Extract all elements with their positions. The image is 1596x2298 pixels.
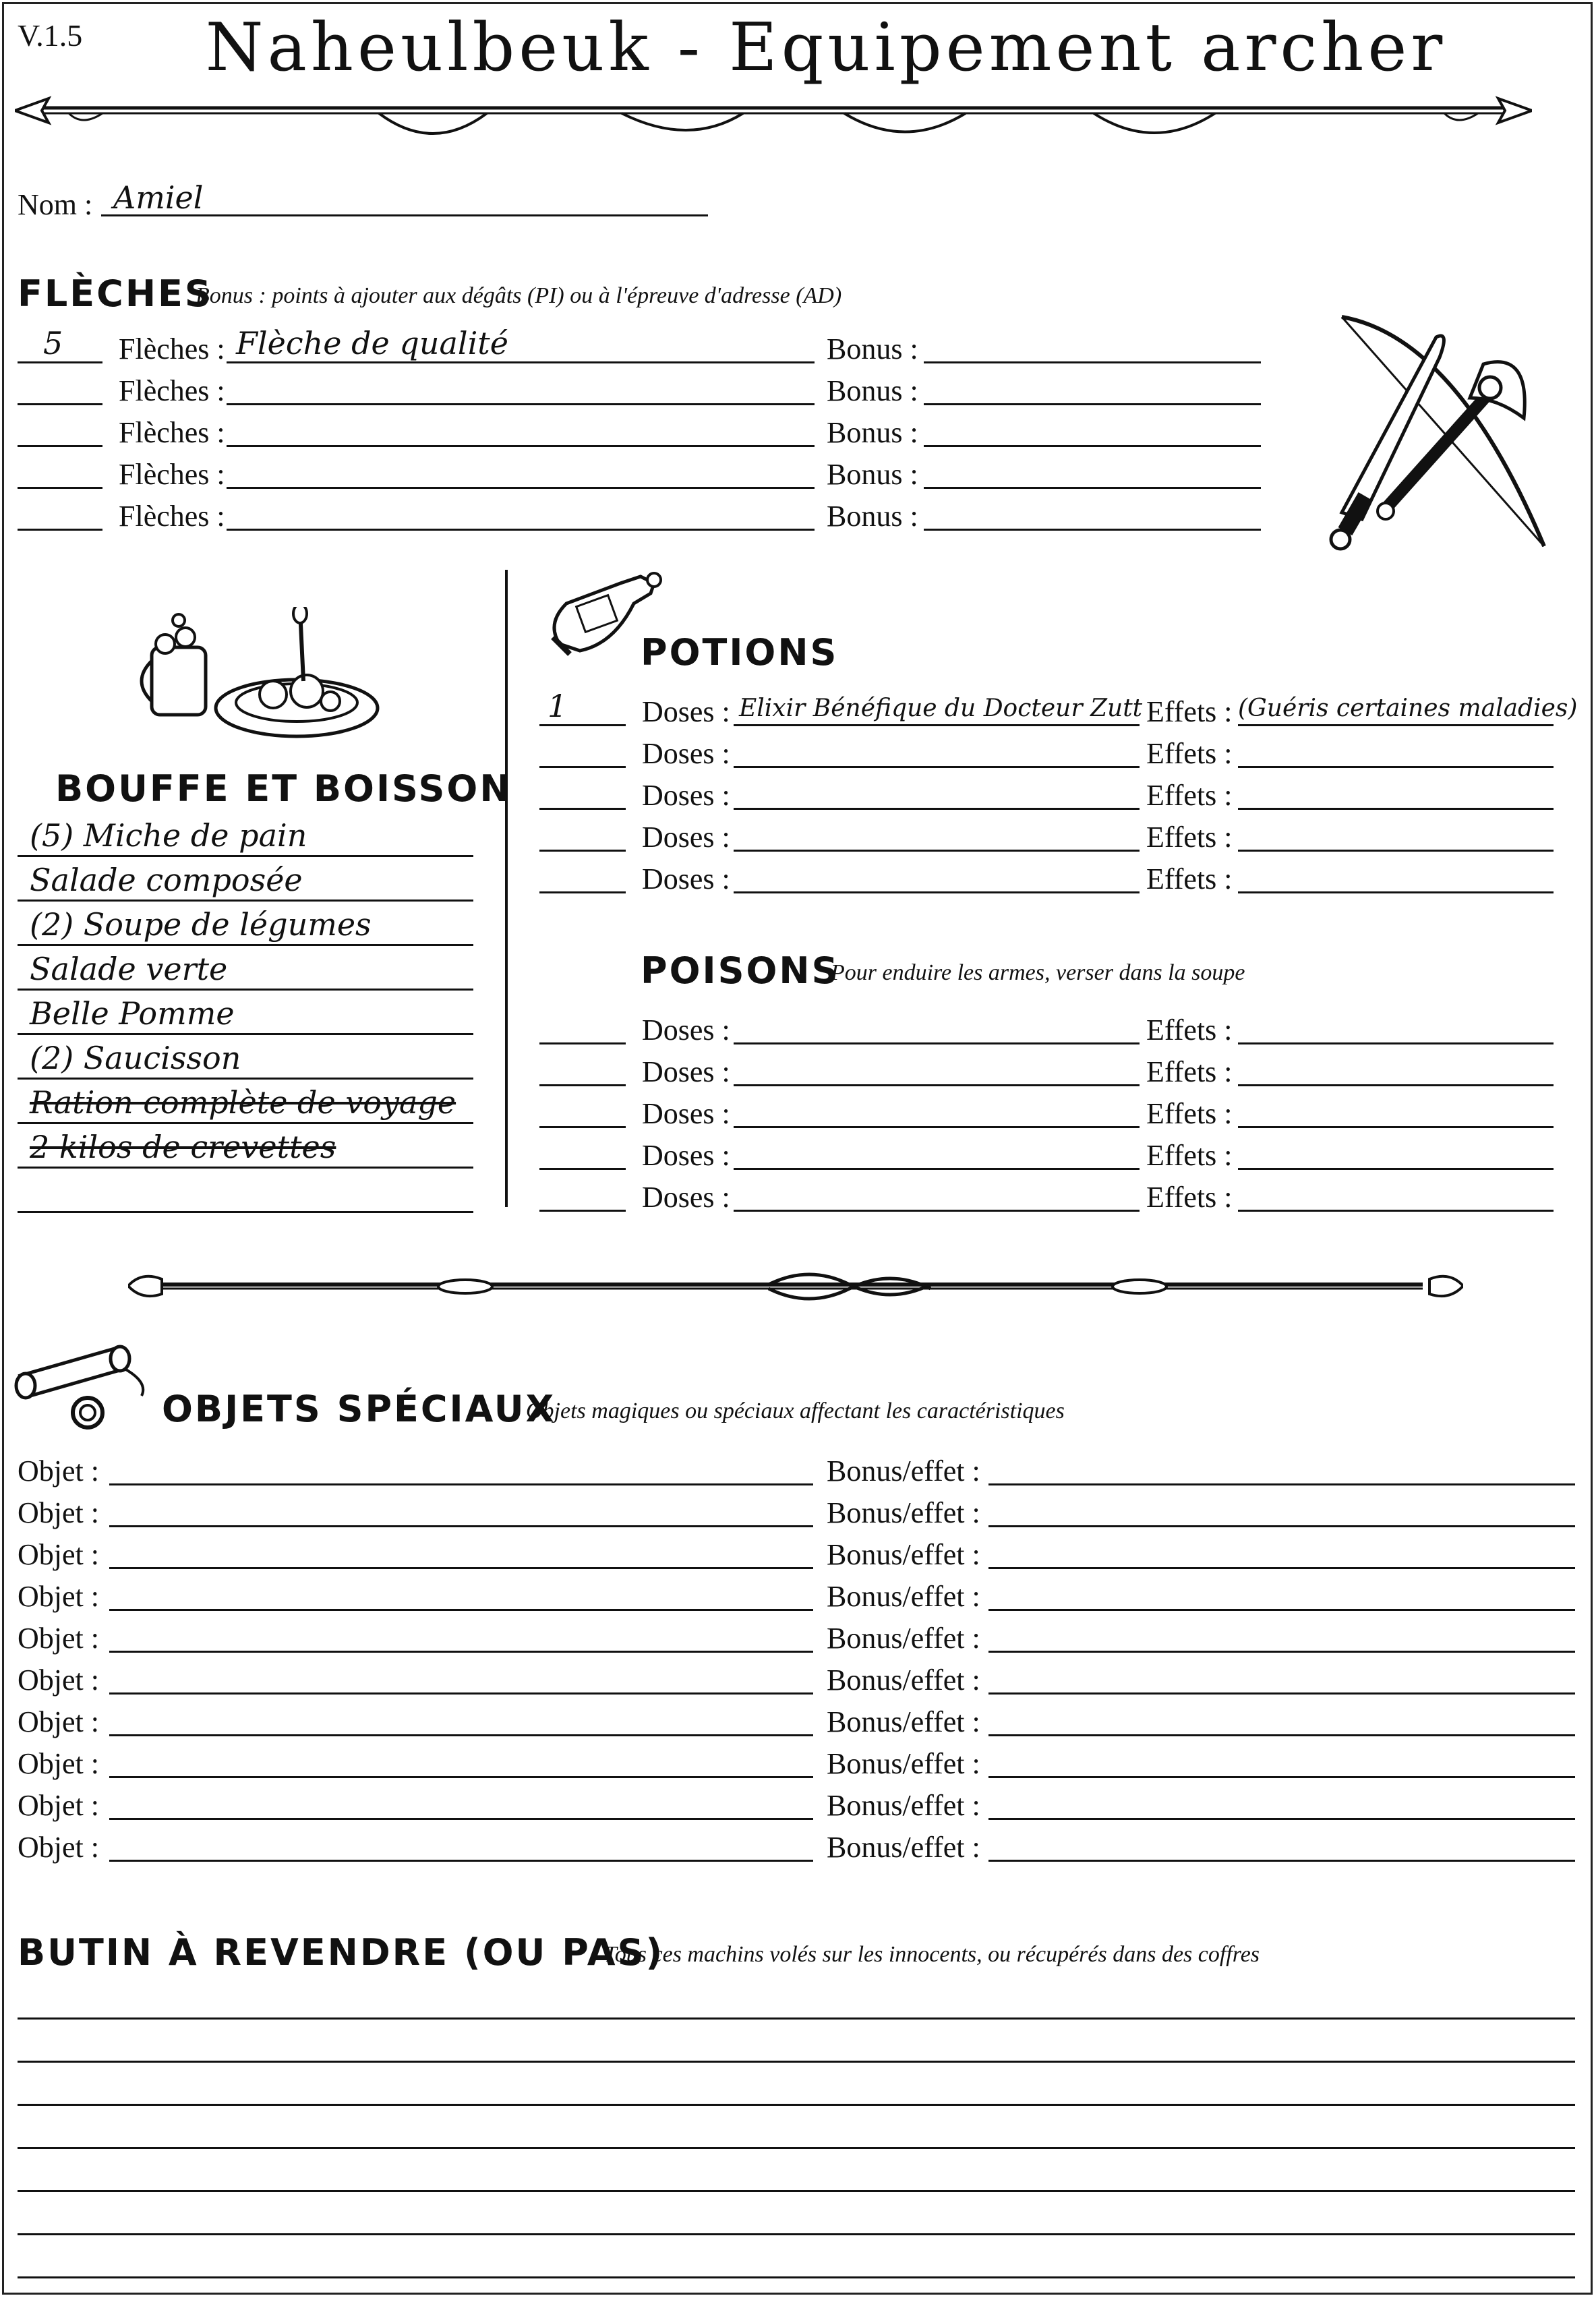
butin-title: BUTIN À REVENDRE (OU PAS) <box>18 1931 665 1974</box>
fleches-name-field[interactable]: Flèche de qualité <box>236 325 509 361</box>
objet-label: Objet : <box>18 1705 99 1738</box>
potions-effets-label: Effets : <box>1146 862 1233 895</box>
potions-name-underline <box>734 766 1140 768</box>
objet-bonus-underline <box>988 1692 1575 1695</box>
potions-doses-label: Doses : <box>642 737 730 770</box>
objet-label: Objet : <box>18 1538 99 1571</box>
butin-line <box>18 2104 1575 2106</box>
bouffe-item[interactable]: 2 kilos de crevettes <box>30 1129 336 1165</box>
objet-label: Objet : <box>18 1789 99 1822</box>
objet-label: Objet : <box>18 1496 99 1529</box>
objet-bonus-underline <box>988 1776 1575 1778</box>
scroll-ring-icon <box>13 1335 162 1436</box>
potions-title: POTIONS <box>641 631 839 674</box>
fleches-bonus-underline <box>924 529 1261 531</box>
poisons-count-underline <box>539 1084 626 1086</box>
arrow-divider-icon <box>15 86 1532 154</box>
objet-bonus-label: Bonus/effet : <box>827 1663 980 1697</box>
poisons-name-underline <box>734 1042 1140 1044</box>
objet-bonus-underline <box>988 1609 1575 1611</box>
bouffe-item-underline <box>18 1167 473 1169</box>
poisons-count-underline <box>539 1210 626 1212</box>
objet-underline <box>109 1525 813 1527</box>
objet-label: Objet : <box>18 1454 99 1487</box>
objet-underline <box>109 1483 813 1485</box>
objet-underline <box>109 1651 813 1653</box>
objet-bonus-underline <box>988 1525 1575 1527</box>
bouffe-item-underline <box>18 1033 473 1035</box>
fleches-count-underline <box>18 403 102 405</box>
fleches-bonus-label: Bonus : <box>827 458 918 491</box>
poisons-name-underline <box>734 1168 1140 1170</box>
nom-label: Nom : <box>18 188 93 221</box>
objet-underline <box>109 1818 813 1820</box>
bouffe-item[interactable]: (2) Saucisson <box>30 1040 241 1076</box>
bouffe-item[interactable]: Belle Pomme <box>30 995 235 1032</box>
bouffe-item[interactable]: Salade verte <box>30 951 228 987</box>
fleches-count-underline <box>18 445 102 447</box>
food-plate-icon <box>138 607 381 742</box>
poisons-doses-label: Doses : <box>642 1055 730 1088</box>
potions-doses-label: Doses : <box>642 821 730 854</box>
butin-line <box>18 2061 1575 2063</box>
objet-label: Objet : <box>18 1747 99 1780</box>
bouffe-item[interactable]: Ration complète de voyage <box>30 1084 456 1121</box>
fleches-count-underline <box>18 487 102 489</box>
poisons-effect-underline <box>1238 1042 1554 1044</box>
poisons-doses-label: Doses : <box>642 1013 730 1047</box>
fleches-bonus-underline <box>924 403 1261 405</box>
butin-line <box>18 2017 1575 2020</box>
fleches-count-underline <box>18 529 102 531</box>
objet-bonus-label: Bonus/effet : <box>827 1496 980 1529</box>
objet-bonus-label: Bonus/effet : <box>827 1747 980 1780</box>
bouffe-item-underline <box>18 944 473 946</box>
poisons-title: POISONS <box>641 949 840 992</box>
objet-bonus-underline <box>988 1483 1575 1485</box>
butin-line <box>18 2147 1575 2149</box>
objet-underline <box>109 1734 813 1736</box>
poisons-effets-label: Effets : <box>1146 1013 1233 1047</box>
potions-doses-label: Doses : <box>642 862 730 895</box>
column-divider <box>505 570 508 1207</box>
page-title: Naheulbeuk - Equipement archer <box>205 9 1447 86</box>
potions-name-underline <box>734 724 1140 726</box>
potions-count-underline <box>539 850 626 852</box>
potions-count-field[interactable]: 1 <box>548 688 568 724</box>
objet-bonus-label: Bonus/effet : <box>827 1831 980 1864</box>
fleches-bonus-underline <box>924 361 1261 363</box>
potions-doses-label: Doses : <box>642 779 730 812</box>
objet-bonus-label: Bonus/effet : <box>827 1580 980 1613</box>
fleches-name-underline <box>227 403 815 405</box>
potions-name-underline <box>734 808 1140 810</box>
potions-effect-underline <box>1238 724 1554 726</box>
objet-bonus-label: Bonus/effet : <box>827 1789 980 1822</box>
butin-line <box>18 2276 1575 2278</box>
fleches-bonus-label: Bonus : <box>827 500 918 533</box>
potions-effect-underline <box>1238 850 1554 852</box>
objet-underline <box>109 1567 813 1569</box>
fleches-bonus-underline <box>924 445 1261 447</box>
objets-subtitle: Objets magiques ou spéciaux affectant les caractéristiques <box>526 1398 1065 1423</box>
potions-effect-field[interactable]: (Guéris certaines maladies) <box>1238 695 1578 722</box>
objet-bonus-label: Bonus/effet : <box>827 1538 980 1571</box>
bouffe-item-underline <box>18 989 473 991</box>
bouffe-item-underline <box>18 1078 473 1080</box>
fleches-bonus-label: Bonus : <box>827 374 918 407</box>
potions-effets-label: Effets : <box>1146 821 1233 854</box>
poisons-doses-label: Doses : <box>642 1139 730 1172</box>
poisons-effets-label: Effets : <box>1146 1181 1233 1214</box>
objet-bonus-underline <box>988 1860 1575 1862</box>
objet-underline <box>109 1609 813 1611</box>
bouffe-title: BOUFFE ET BOISSON <box>55 767 512 810</box>
objet-bonus-label: Bonus/effet : <box>827 1454 980 1487</box>
objet-label: Objet : <box>18 1663 99 1697</box>
poisons-effets-label: Effets : <box>1146 1139 1233 1172</box>
fleches-bonus-label: Bonus : <box>827 416 918 449</box>
bouffe-item[interactable]: (2) Soupe de légumes <box>30 906 372 943</box>
fleches-name-underline <box>227 487 815 489</box>
fleches-name-underline <box>227 529 815 531</box>
poisons-doses-label: Doses : <box>642 1097 730 1130</box>
objet-bonus-underline <box>988 1818 1575 1820</box>
version-label: V.1.5 <box>18 18 83 53</box>
fleches-bonus-underline <box>924 487 1261 489</box>
poisons-count-underline <box>539 1126 626 1128</box>
fleches-name-underline <box>227 361 815 363</box>
poisons-count-underline <box>539 1168 626 1170</box>
fleches-label: Flèches : <box>119 416 225 449</box>
potions-effets-label: Effets : <box>1146 695 1233 728</box>
fleches-name-underline <box>227 445 815 447</box>
objet-underline <box>109 1776 813 1778</box>
bouffe-item[interactable]: Salade composée <box>30 862 303 898</box>
poisons-name-underline <box>734 1210 1140 1212</box>
fleches-count-underline <box>18 361 102 363</box>
potions-doses-label: Doses : <box>642 695 730 728</box>
butin-subtitle: Tous ces machins volés sur les innocents, ou récupérés dans des coffres <box>604 1942 1260 1967</box>
objet-label: Objet : <box>18 1831 99 1864</box>
nom-underline <box>101 214 708 216</box>
crossed-weapons-icon <box>1322 310 1564 553</box>
potions-name-underline <box>734 850 1140 852</box>
fleches-label: Flèches : <box>119 332 225 365</box>
potions-count-underline <box>539 724 626 726</box>
bouffe-item-underline <box>18 1122 473 1124</box>
poisons-name-underline <box>734 1126 1140 1128</box>
objet-underline <box>109 1860 813 1862</box>
potions-effect-underline <box>1238 891 1554 893</box>
potions-name-underline <box>734 891 1140 893</box>
potions-effets-label: Effets : <box>1146 779 1233 812</box>
fleches-label: Flèches : <box>119 374 225 407</box>
fleches-subtitle: Bonus : points à ajouter aux dégâts (PI) ou à l'épreuve d'adresse (AD) <box>196 283 842 308</box>
objet-bonus-label: Bonus/effet : <box>827 1705 980 1738</box>
potions-count-underline <box>539 808 626 810</box>
fleches-label: Flèches : <box>119 458 225 491</box>
bouffe-item-underline <box>18 1211 473 1213</box>
poisons-effect-underline <box>1238 1126 1554 1128</box>
butin-line <box>18 2190 1575 2192</box>
objets-title: OBJETS SPÉCIAUX <box>162 1388 556 1430</box>
poisons-subtitle: Pour enduire les armes, verser dans la soupe <box>831 960 1245 985</box>
poisons-name-underline <box>734 1084 1140 1086</box>
objet-bonus-label: Bonus/effet : <box>827 1622 980 1655</box>
nom-field[interactable]: Amiel <box>113 179 204 216</box>
poisons-doses-label: Doses : <box>642 1181 730 1214</box>
objet-label: Objet : <box>18 1622 99 1655</box>
objet-bonus-underline <box>988 1734 1575 1736</box>
potions-effets-label: Effets : <box>1146 737 1233 770</box>
butin-line <box>18 2233 1575 2235</box>
fleches-title: FLÈCHES <box>18 272 213 315</box>
objet-underline <box>109 1692 813 1695</box>
potions-count-underline <box>539 766 626 768</box>
potions-effect-underline <box>1238 808 1554 810</box>
objet-bonus-underline <box>988 1651 1575 1653</box>
bouffe-item[interactable]: (5) Miche de pain <box>30 817 307 854</box>
poisons-effets-label: Effets : <box>1146 1055 1233 1088</box>
fleches-bonus-label: Bonus : <box>827 332 918 365</box>
potions-effect-underline <box>1238 766 1554 768</box>
poisons-effect-underline <box>1238 1210 1554 1212</box>
objet-label: Objet : <box>18 1580 99 1613</box>
poisons-effect-underline <box>1238 1084 1554 1086</box>
fleches-count-field[interactable]: 5 <box>43 325 63 361</box>
poisons-effect-underline <box>1238 1168 1554 1170</box>
fleches-label: Flèches : <box>119 500 225 533</box>
objet-bonus-underline <box>988 1567 1575 1569</box>
bouffe-item-underline <box>18 900 473 902</box>
bouffe-item-underline <box>18 855 473 857</box>
staff-divider-icon <box>128 1258 1463 1312</box>
potions-count-underline <box>539 891 626 893</box>
poisons-effets-label: Effets : <box>1146 1097 1233 1130</box>
poisons-count-underline <box>539 1042 626 1044</box>
potions-name-field[interactable]: Elixir Bénéfique du Docteur Zutt <box>739 695 1143 722</box>
